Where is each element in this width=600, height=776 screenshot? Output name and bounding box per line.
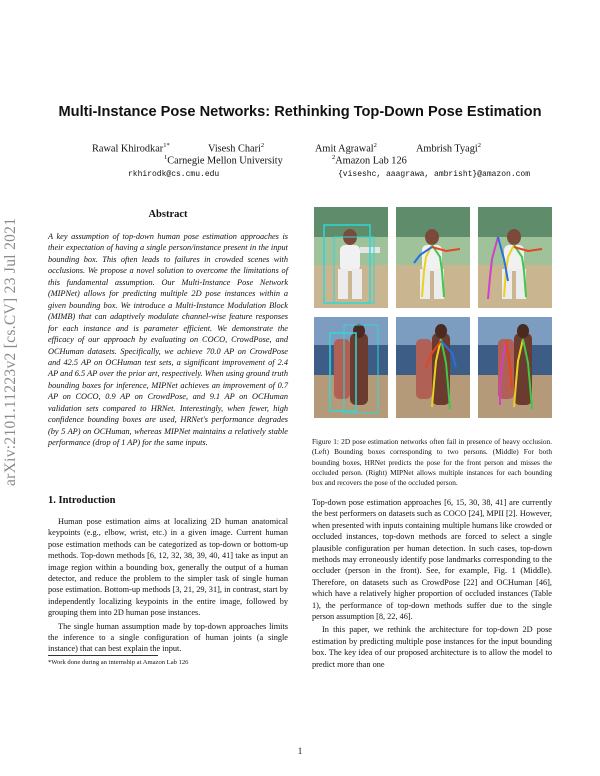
abstract-text: A key assumption of top-down human pose estimation approaches is their expectation of having a single person/instance present in the input bounding box. This often leads to failures in crowded scenes with occlusions. We propose a novel solution to overcome the limitations of this fundamental assumption. Our Multi-Instance Pose Network (MIPNet) allows for predicting multiple 2D pose instances within a given bounding box. We introduce a Multi-Instance Modulation Block (MIMB) that can adaptively modulate channel-wise feature responses for each instance and is parameter efficient. We demonstrate the efficacy of our approach by evaluating on COCO, CrowdPose, and OCHuman datasets. Specifically, we achieve 70.0 AP on CrowdPose and 42.5 AP on OCHuman test sets, a significant improvement of 2.4 AP and 6.5 AP over the prior art, respectively. When using ground truth bounding boxes for inference, MIPNet achieves an improvement of 0.7 AP on COCO, 0.9 AP on CrowdPose, and 9.1 AP on OCHuman validation sets compared to HRNet. Interestingly, when fewer, high confidence bounding boxes are used, HRNet's performance degrades (by 5 AP) on OCHuman, whereas MIPNet maintains a relatively stable performance (drop of 1 AP) for the same inputs. [48,232,288,448]
footnote: *Work done during an internship at Amazon Lab 126 [48,659,189,666]
email-1: rkhirodk@cs.cmu.edu [128,170,220,179]
figure-panel-top-right [478,207,552,308]
affiliation-1: $^1$Carnegie Mellon University [164,154,283,167]
intro-heading: 1. Introduction [48,495,116,506]
body-paragraph: In this paper, we rethink the architecture for top-down 2D pose estimation by predicting multiple pose instances for the input bounding box. The key idea of our proposed architecture is to allow the model to predict more than one [312,625,552,669]
intro-paragraph: Human pose estimation aims at localizing 2D human anatomical keypoints (e.g., elbow, wrist, etc.) in a given image. Current human pose estimation methods can be categorized as top-down or bottom-up methods. Top-down methods [6, 12, 32, 38, 39, 40, 41] take as input an image region within a bounding box, generally the output of a human detector, and reduce the problem to the simpler task of single human pose estimation. Bottom-up methods [3, 21, 29, 31], in contrast, start by independently localizing keypoints in the entire image, followed by grouping them into 2D human pose instances. [48,517,288,618]
intro-paragraph: The single human assumption made by top-down approaches limits the inference to a single configuration of human joints (a single instance) that can best explain the input. [48,621,288,654]
paper-title: Multi-Instance Pose Networks: Rethinking Top-Down Pose Estimation [58,104,542,120]
figure-panel-bottom-middle [396,317,470,418]
author-4: Ambrish Tyagi$^2$ [416,142,481,155]
figure-panel-bottom-right [478,317,552,418]
email-2: {viseshc, aaagrawa, ambrisht}@amazon.com [338,170,531,179]
author-2: Visesh Chari$^2$ [208,142,265,155]
author-1: Rawal Khirodkar$^{1*}$ [92,142,170,155]
intro-section [48,516,288,655]
figure-panel-top-middle [396,207,470,308]
figure-panel-bottom-left [314,317,388,418]
affiliation-2: $^2$Amazon Lab 126 [332,154,407,167]
abstract-heading: Abstract [148,209,188,220]
body-paragraph: Top-down pose estimation approaches [6, 15, 30, 38, 41] are currently the best performers on datasets such as COCO [24], MPII [2]. However, when presented with inputs containing multiple humans like crowded or occluded instances, top-down methods are forced to select a single plausible configuration per human detection. In such cases, top-down methods may erroneously identify pose landmarks corresponding to the occluder (person in the front). See, for example, Fig. 1 (Middle). Therefore, on datasets such as CrowdPose [22] and OCHuman [46], which have a relatively higher proportion of occluded instances (Table 1), the performance of top-down methods suffer due to the single person assumption [8, 22, 46]. [312,498,552,622]
figure-1 [314,207,552,431]
footnote-rule [48,655,158,656]
figure-panel-top-left [314,207,388,308]
arxiv-stamp: arXiv:2101.11223v2 [cs.CV] 23 Jul 2021 [2,217,19,486]
author-3: Amit Agrawal$^2$ [315,142,377,155]
page-number: 1 [297,746,303,756]
figure-caption: Figure 1: 2D pose estimation networks often fail in presence of heavy occlusion. (Left) Bounding boxes corresponding to two persons. (Middle) For both bounding boxes, HRNet predicts the pose for the front person and misses the occluded person. (Right) MIPNet allows multiple instances for each bounding box and recovers the pose of the occluded person. [312,437,552,488]
right-column-text [312,497,552,670]
